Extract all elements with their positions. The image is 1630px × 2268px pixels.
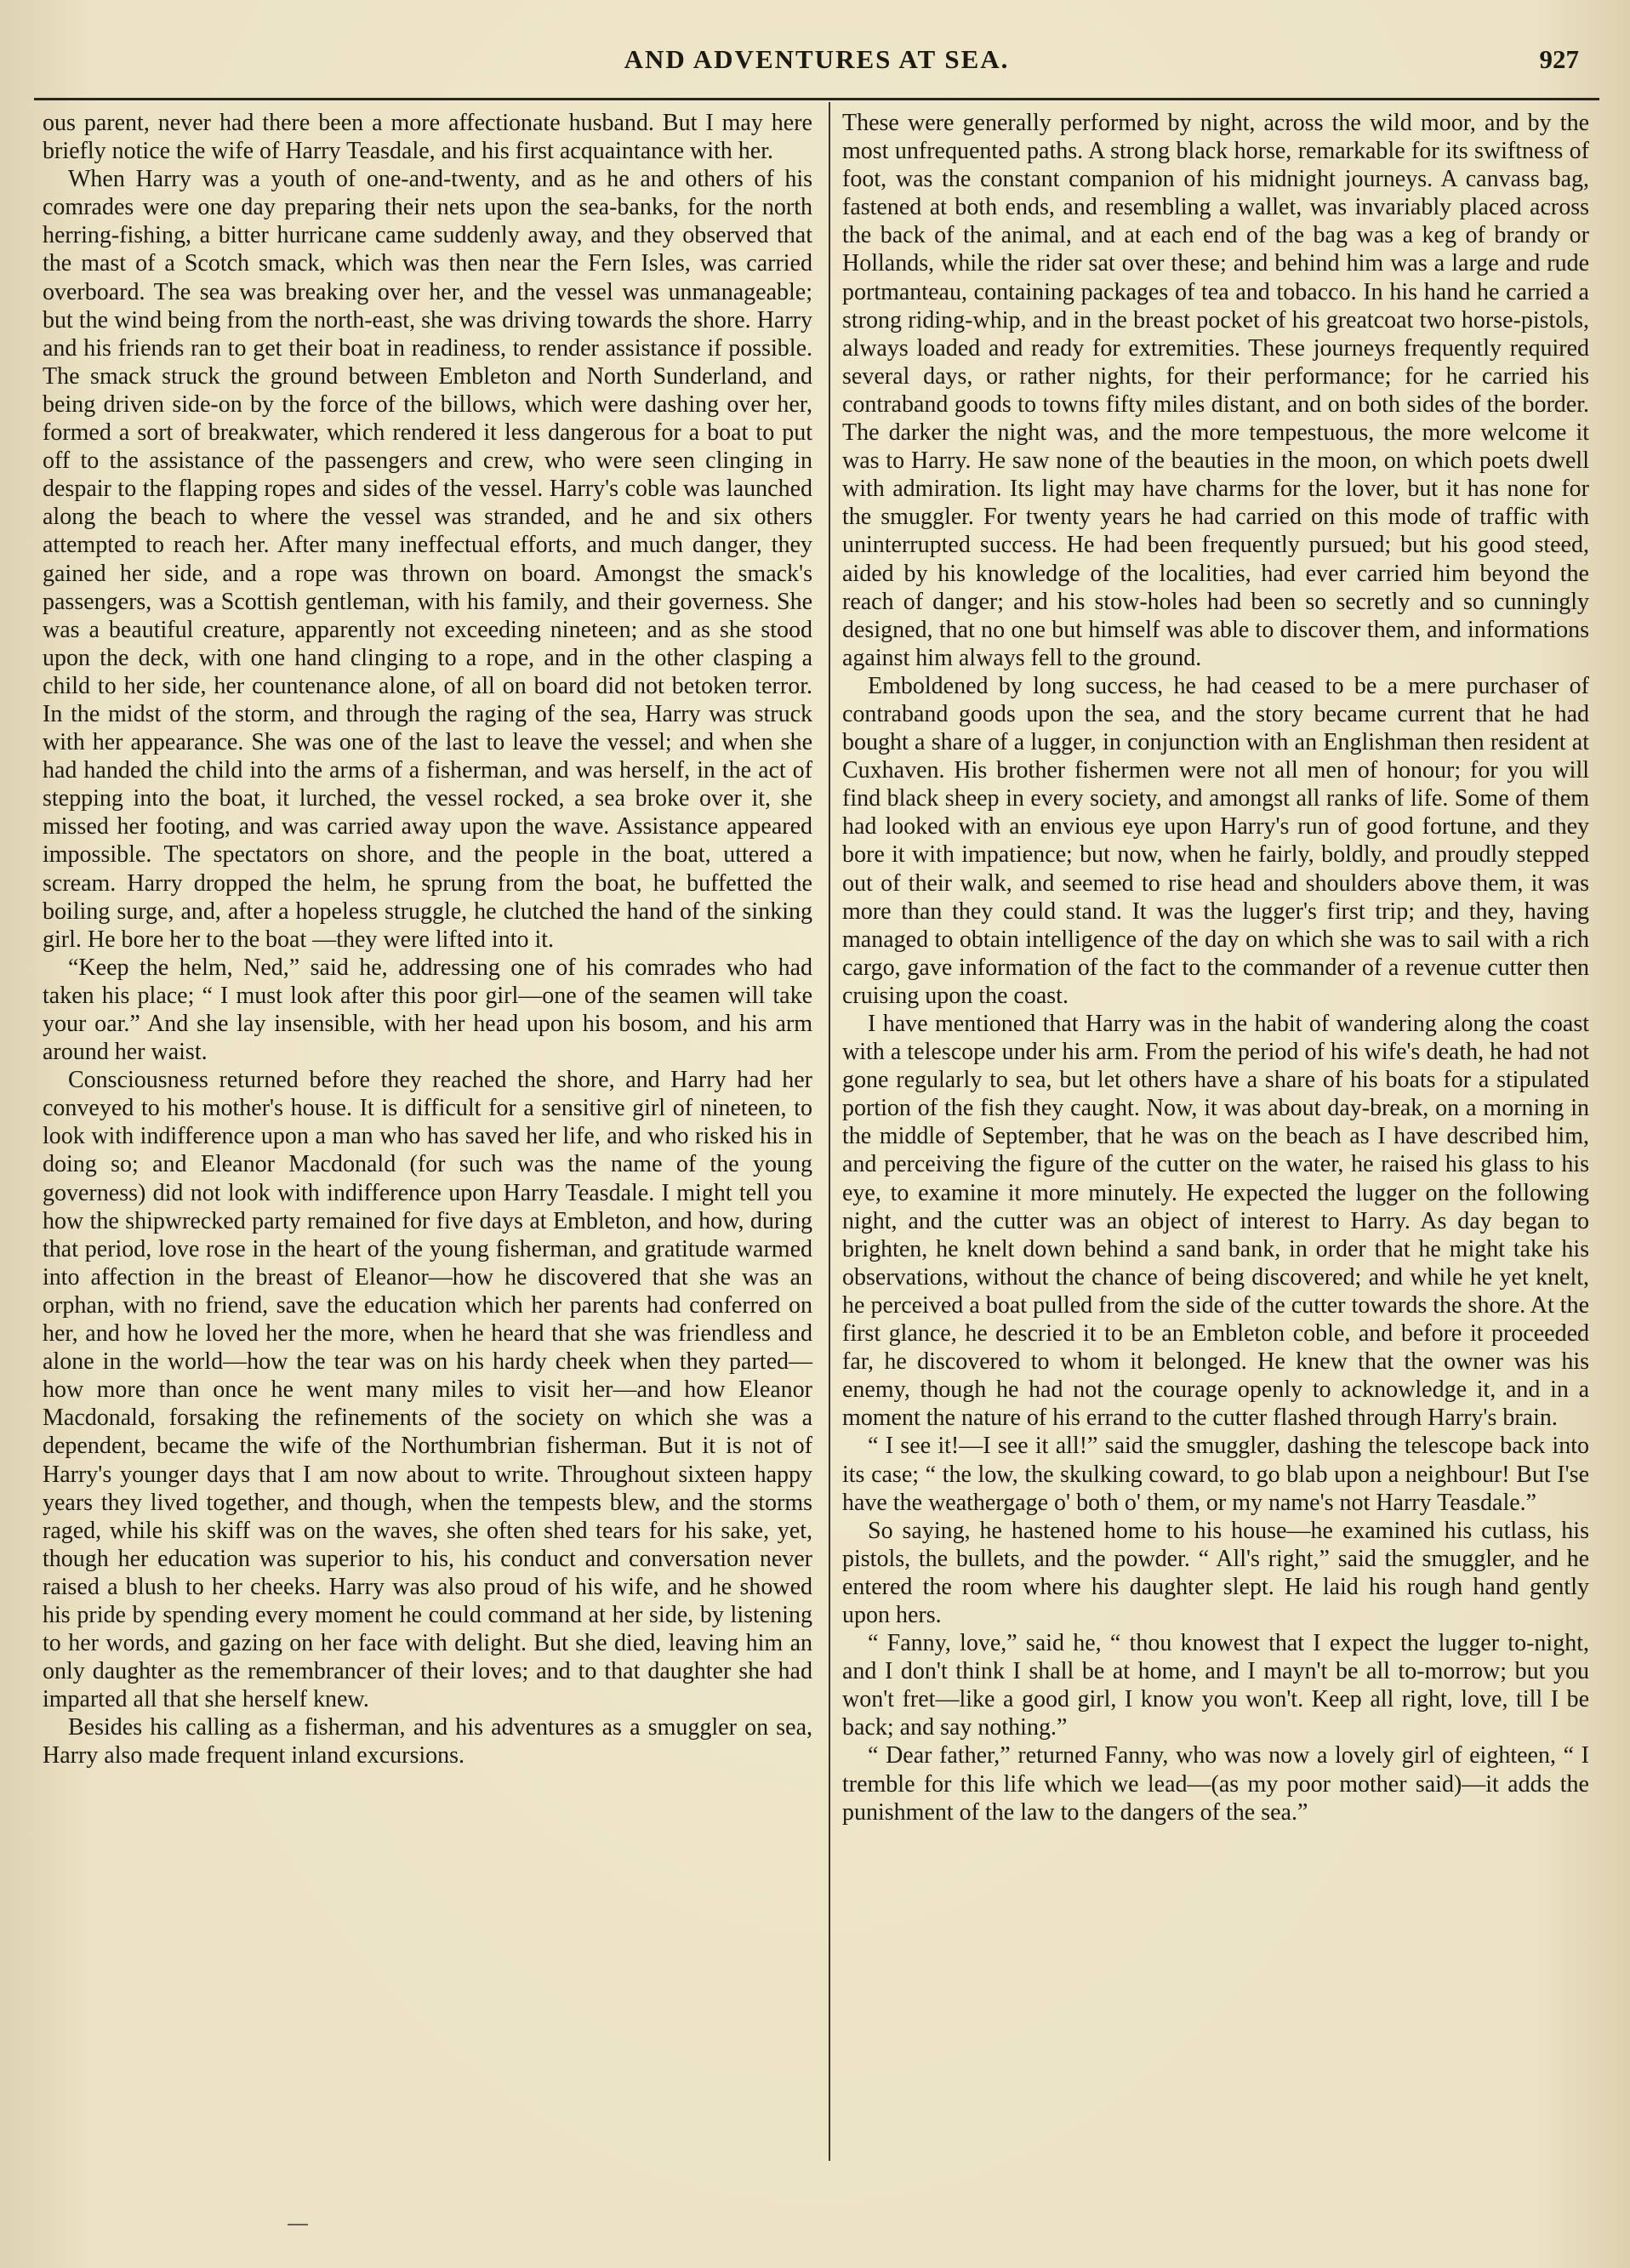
- paragraph: Besides his calling as a fisherman, and his adventures as a smuggler on sea, Harry also made frequent inland excursions.: [43, 1714, 812, 1769]
- paragraph: “Keep the helm, Ned,” said he, addressing one of his comrades who had taken his place; “ I must look after this poor girl—one of the seamen will take your oar.” And she lay insensible, with her head upon his bosom, and his arm around her waist.: [43, 954, 812, 1066]
- header-rule: [34, 98, 1599, 100]
- paragraph: When Harry was a youth of one-and-twenty, and as he and others of his comrades were one day preparing their nets upon the sea-banks, for the north herring-fishing, a bitter hurricane came suddenly away, and they observed that the mast of a Scotch smack, which was then near the Fern Isles, was carried overboard. The sea was breaking over her, and the vessel was unmanageable; but the wind being from the north-east, she was driving towards the shore. Harry and his friends ran to get their boat in readiness, to render assistance if possible. The smack struck the ground between Embleton and North Sunderland, and being driven side-on by the force of the billows, which were dashing over her, formed a sort of breakwater, which rendered it less dangerous for a boat to put off to the assistance of the passengers and crew, who were seen clinging in despair to the flapping ropes and sides of the vessel. Harry's coble was launched along the beach to where the vessel was stranded, and he and six others attempted to reach her. After many ineffectual efforts, and much danger, they gained her side, and a rope was thrown on board. Amongst the smack's passengers, was a Scottish gentleman, with his family, and their governess. She was a beautiful creature, apparently not exceeding nineteen; and as she stood upon the deck, with one hand clinging to a rope, and in the other clasping a child to her side, her countenance alone, of all on board did not betoken terror. In the midst of the storm, and through the raging of the sea, Harry was struck with her appearance. She was one of the last to leave the vessel; and when she had handed the child into the arms of a fisherman, and was herself, in the act of stepping into the boat, it lurched, the vessel rocked, a sea broke over it, she missed her footing, and was carried away upon the wave. Assistance appeared impossible. The spectators on shore, and the people in the boat, uttered a scream. Harry dropped the helm, he sprung from the boat, he buffetted the boiling surge, and, after a hopeless struggle, he clutched the hand of the sinking girl. He bore her to the boat —they were lifted into it.: [43, 166, 812, 953]
- paragraph: So saying, he hastened home to his house—he examined his cutlass, his pistols, the bullets, and the powder. “ All's right,” said the smuggler, and he entered the room where his daughter slept. He laid his rough hand gently upon hers.: [842, 1517, 1589, 1628]
- paragraph: “ Dear father,” returned Fanny, who was now a lovely girl of eighteen, “ I tremble for this life which we lead—(as my poor mother said)—it adds the punishment of the law to the dangers of the sea.”: [842, 1742, 1589, 1826]
- paragraph: Emboldened by long success, he had ceased to be a mere purchaser of contraband goods upon the sea, and the story became current that he had bought a share of a lugger, in conjunction with an Englishman then resident at Cuxhaven. His brother fishermen were not all men of honour; for you will find black sheep in every society, and amongst all ranks of life. Some of them had looked with an envious eye upon Harry's run of good fortune, and they bore it with impatience; but now, when he fairly, boldly, and proudly stepped out of their walk, and seemed to rise head and shoulders above them, it was more than they could stand. It was the lugger's first trip; and they, having managed to obtain intelligence of the day on which she was to sail with a rich cargo, gave information of the fact to the commander of a revenue cutter then cruising upon the coast.: [842, 672, 1589, 1009]
- paragraph: These were generally performed by night, across the wild moor, and by the most unfrequented paths. A strong black horse, remarkable for its swiftness of foot, was the constant companion of his midnight journeys. A canvass bag, fastened at both ends, and resembling a wallet, was invariably placed across the back of the animal, and at each end of the bag was a keg of brandy or Hollands, while the rider sat over these; and behind him was a large and rude portmanteau, containing packages of tea and tobacco. In his hand he carried a strong riding-whip, and in the breast pocket of his greatcoat two horse-pistols, always loaded and ready for extremities. These journeys frequently required several days, or rather nights, for their performance; for he carried his contraband goods to towns fifty miles distant, and on both sides of the border. The darker the night was, and the more tempestuous, the more welcome it was to Harry. He saw none of the beauties in the moon, on which poets dwell with admiration. Its light may have charms for the lover, but it has none for the smuggler. For twenty years he had carried on this mode of traffic with uninterrupted success. He had been frequently pursued; but his good steed, aided by his knowledge of the localities, had ever carried him beyond the reach of danger; and his stow-holes had been so secretly and so cunningly designed, that no one but himself was able to discover them, and informations against him always fell to the ground.: [842, 110, 1589, 671]
- paragraph: “ I see it!—I see it all!” said the smuggler, dashing the telescope back into its case; “ the low, the skulking coward, to go blab upon a neighbour! But I'se have the weathergage o' both o' them, or my name's not Harry Teasdale.”: [842, 1433, 1589, 1516]
- paragraph: “ Fanny, love,” said he, “ thou knowest that I expect the lugger to-night, and I don't think I shall be at home, and I mayn't be all to-morrow; but you won't fret—like a good girl, I know you won't. Keep all right, love, till I be back; and say nothing.”: [842, 1630, 1589, 1741]
- page-number: 927: [1539, 44, 1579, 74]
- paragraph: I have mentioned that Harry was in the habit of wandering along the coast with a telescope under his arm. From the period of his wife's death, he had not gone regularly to sea, but let others have a share of his boats for a stipulated portion of the fish they caught. Now, it was about day-break, on a morning in the middle of September, that he was on the beach as I have described him, and perceiving the figure of the cutter on the water, he raised his glass to his eye, to examine it more minutely. He expected the lugger on the following night, and the cutter was an object of interest to Harry. As day began to brighten, he knelt down behind a sand bank, in order that he might take his observations, without the chance of being discovered; and while he yet knelt, he perceived a boat pulled from the side of the cutter towards the shore. At the first glance, he descried it to be an Embleton coble, and before it proceeded far, he discovered to whom it belonged. He knew that the owner was his enemy, though he had not the courage openly to acknowledge it, and in a moment the nature of his errand to the cutter flashed through Harry's brain.: [842, 1011, 1589, 1432]
- paragraph: ous parent, never had there been a more affectionate husband. But I may here briefly notice the wife of Harry Teasdale, and his first acquaintance with her.: [43, 110, 812, 165]
- right-column: [842, 109, 1589, 1826]
- paragraph: Consciousness returned before they reached the shore, and Harry had her conveyed to his mother's house. It is difficult for a sensitive girl of nineteen, to look with indifference upon a man who has saved her life, and who risked his in doing so; and Eleanor Macdonald (for such was the name of the young governess) did not look with indifference upon Harry Teasdale. I might tell you how the shipwrecked party remained for five days at Embleton, and how, during that period, love rose in the heart of the young fisherman, and gratitude warmed into affection in the breast of Eleanor—how he discovered that she was an orphan, with no friend, save the education which her parents had conferred on her, and how he loved her the more, when he heard that she was friendless and alone in the world—how the tear was on his hardy cheek when they parted—how more than once he went many miles to visit her—and how Eleanor Macdonald, forsaking the refinements of the society on which she was a dependent, became the wife of the Northumbrian fisherman. But it is not of Harry's younger days that I am now about to write. Throughout sixteen happy years they lived together, and though, when the tempests blew, and the storms raged, while his skiff was on the waves, she often shed tears for his sake, yet, though her education was superior to his, his conduct and conversation never raised a blush to her cheeks. Harry was also proud of his wife, and he showed his pride by spending every moment he could command at her side, by listening to her words, and gazing on her face with delight. But she died, leaving him an only daughter as the remembrancer of their loves; and to that daughter she had imparted all that she herself knew.: [43, 1067, 812, 1713]
- bottom-mark: [288, 2224, 308, 2225]
- running-head: AND ADVENTURES AT SEA.: [624, 44, 1010, 74]
- column-divider: [829, 102, 830, 2161]
- left-column: [43, 109, 812, 1770]
- page-header: [34, 37, 1599, 80]
